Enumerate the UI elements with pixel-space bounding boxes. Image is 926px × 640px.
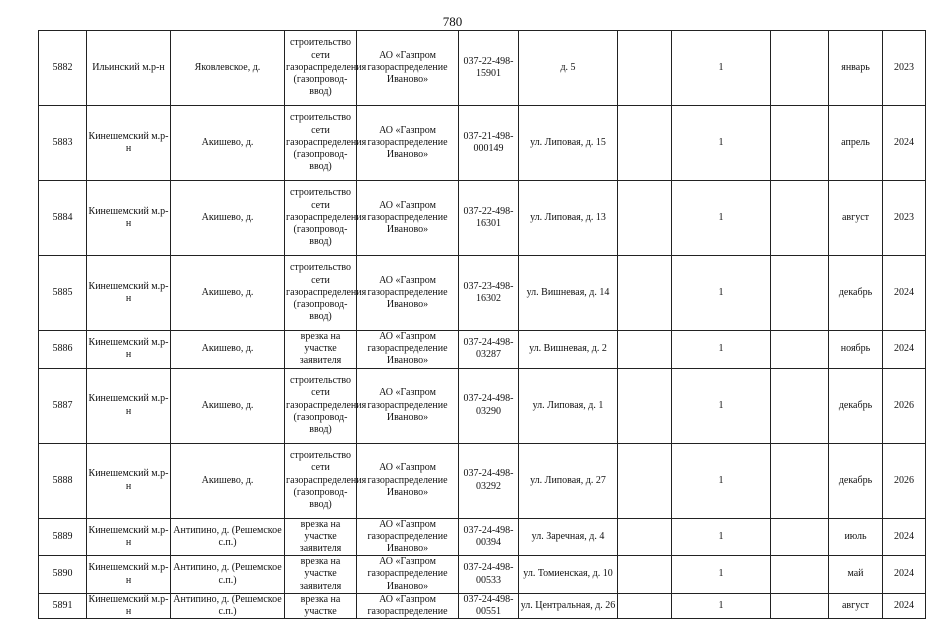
cell-code: 037-24-498-03292 [459, 443, 519, 518]
cell-month: декабрь [829, 368, 883, 443]
cell-work-type: строительство сети газораспределения (газопровод-ввод) [285, 181, 357, 256]
cell-operator: АО «Газпром газораспределение Иваново» [357, 331, 459, 369]
cell-id: 5891 [39, 593, 87, 618]
table-row [39, 368, 926, 443]
cell-empty [771, 106, 829, 181]
table-row [39, 556, 926, 594]
cell-operator: АО «Газпром газораспределение Иваново» [357, 556, 459, 594]
cell-empty [771, 556, 829, 594]
cell-count: 1 [672, 443, 771, 518]
cell-address: ул. Томиенская, д. 10 [519, 556, 618, 594]
cell-operator: АО «Газпром газораспределение Иваново» [357, 106, 459, 181]
cell-work-type: строительство сети газораспределения (газопровод-ввод) [285, 368, 357, 443]
cell-id: 5883 [39, 106, 87, 181]
cell-work-type: врезка на участке заявителя [285, 518, 357, 556]
cell-year: 2024 [883, 256, 926, 331]
cell-work-type: врезка на участке заявителя [285, 556, 357, 594]
cell-operator: АО «Газпром газораспределение Иваново» [357, 368, 459, 443]
cell-address: ул. Центральная, д. 26 [519, 593, 618, 618]
cell-settlement: Акишево, д. [171, 106, 285, 181]
cell-month: декабрь [829, 256, 883, 331]
cell-month: ноябрь [829, 331, 883, 369]
cell-code: 037-24-498-00394 [459, 518, 519, 556]
cell-empty [618, 256, 672, 331]
cell-operator: АО «Газпром газораспределение Иваново» [357, 181, 459, 256]
cell-district: Кинешемский м.р-н [87, 181, 171, 256]
cell-id: 5888 [39, 443, 87, 518]
cell-code: 037-22-498-16301 [459, 181, 519, 256]
cell-year: 2024 [883, 106, 926, 181]
cell-empty [771, 593, 829, 618]
cell-empty [618, 556, 672, 594]
cell-empty [771, 518, 829, 556]
cell-month: август [829, 593, 883, 618]
cell-empty [618, 331, 672, 369]
cell-year: 2026 [883, 368, 926, 443]
cell-month: август [829, 181, 883, 256]
cell-year: 2024 [883, 331, 926, 369]
cell-empty [771, 256, 829, 331]
cell-empty [771, 31, 829, 106]
cell-id: 5887 [39, 368, 87, 443]
cell-settlement: Антипино, д. (Решемское с.п.) [171, 593, 285, 618]
cell-year: 2023 [883, 31, 926, 106]
table-row [39, 181, 926, 256]
cell-address: ул. Липовая, д. 1 [519, 368, 618, 443]
cell-code: 037-24-498-03287 [459, 331, 519, 369]
cell-address: д. 5 [519, 31, 618, 106]
cell-id: 5885 [39, 256, 87, 331]
cell-count: 1 [672, 556, 771, 594]
cell-empty [618, 31, 672, 106]
cell-code: 037-24-498-00533 [459, 556, 519, 594]
cell-month: июль [829, 518, 883, 556]
cell-address: ул. Заречная, д. 4 [519, 518, 618, 556]
cell-empty [618, 443, 672, 518]
cell-operator: АО «Газпром газораспределение Иваново» [357, 256, 459, 331]
cell-address: ул. Липовая, д. 27 [519, 443, 618, 518]
cell-address: ул. Липовая, д. 15 [519, 106, 618, 181]
cell-address: ул. Липовая, д. 13 [519, 181, 618, 256]
cell-work-type: строительство сети газораспределения (газопровод-ввод) [285, 31, 357, 106]
cell-work-type: строительство сети газораспределения (газопровод-ввод) [285, 106, 357, 181]
cell-count: 1 [672, 593, 771, 618]
cell-count: 1 [672, 256, 771, 331]
cell-code: 037-21-498-000149 [459, 106, 519, 181]
cell-work-type: врезка на участке заявителя [285, 331, 357, 369]
cell-district: Кинешемский м.р-н [87, 368, 171, 443]
cell-id: 5882 [39, 31, 87, 106]
cell-empty [771, 331, 829, 369]
cell-district: Кинешемский м.р-н [87, 106, 171, 181]
cell-operator: АО «Газпром газораспределение Иваново» [357, 443, 459, 518]
cell-operator: АО «Газпром газораспределение Иваново» [357, 31, 459, 106]
cell-empty [618, 518, 672, 556]
cell-code: 037-22-498-15901 [459, 31, 519, 106]
cell-count: 1 [672, 106, 771, 181]
cell-address: ул. Вишневая, д. 2 [519, 331, 618, 369]
table-row [39, 31, 926, 106]
cell-empty [771, 443, 829, 518]
cell-settlement: Антипино, д. (Решемское с.п.) [171, 556, 285, 594]
cell-count: 1 [672, 181, 771, 256]
cell-district: Ильинский м.р-н [87, 31, 171, 106]
cell-settlement: Акишево, д. [171, 181, 285, 256]
cell-id: 5886 [39, 331, 87, 369]
cell-address: ул. Вишневая, д. 14 [519, 256, 618, 331]
table-row [39, 106, 926, 181]
cell-district: Кинешемский м.р-н [87, 593, 171, 618]
cell-id: 5884 [39, 181, 87, 256]
cell-id: 5890 [39, 556, 87, 594]
cell-month: май [829, 556, 883, 594]
cell-year: 2026 [883, 443, 926, 518]
cell-district: Кинешемский м.р-н [87, 256, 171, 331]
cell-count: 1 [672, 31, 771, 106]
cell-code: 037-23-498-16302 [459, 256, 519, 331]
cell-month: апрель [829, 106, 883, 181]
cell-year: 2024 [883, 556, 926, 594]
cell-empty [618, 181, 672, 256]
register-table [38, 30, 926, 619]
cell-year: 2024 [883, 518, 926, 556]
cell-code: 037-24-498-03290 [459, 368, 519, 443]
cell-empty [771, 368, 829, 443]
cell-work-type: врезка на участке [285, 593, 357, 618]
table-row [39, 443, 926, 518]
cell-district: Кинешемский м.р-н [87, 556, 171, 594]
cell-year: 2024 [883, 593, 926, 618]
cell-settlement: Акишево, д. [171, 368, 285, 443]
cell-work-type: строительство сети газораспределения (газопровод-ввод) [285, 256, 357, 331]
cell-month: декабрь [829, 443, 883, 518]
cell-settlement: Антипино, д. (Решемское с.п.) [171, 518, 285, 556]
cell-settlement: Акишево, д. [171, 256, 285, 331]
cell-empty [618, 106, 672, 181]
table-row [39, 518, 926, 556]
cell-empty [618, 593, 672, 618]
table-row [39, 331, 926, 369]
cell-count: 1 [672, 368, 771, 443]
table-row [39, 593, 926, 618]
cell-operator: АО «Газпром газораспределение [357, 593, 459, 618]
cell-count: 1 [672, 518, 771, 556]
cell-district: Кинешемский м.р-н [87, 331, 171, 369]
cell-work-type: строительство сети газораспределения (газопровод-ввод) [285, 443, 357, 518]
cell-count: 1 [672, 331, 771, 369]
cell-settlement: Акишево, д. [171, 331, 285, 369]
cell-operator: АО «Газпром газораспределение Иваново» [357, 518, 459, 556]
cell-year: 2023 [883, 181, 926, 256]
cell-district: Кинешемский м.р-н [87, 443, 171, 518]
table-row [39, 256, 926, 331]
cell-settlement: Яковлевское, д. [171, 31, 285, 106]
cell-district: Кинешемский м.р-н [87, 518, 171, 556]
cell-code: 037-24-498-00551 [459, 593, 519, 618]
cell-empty [771, 181, 829, 256]
page-number: 780 [442, 14, 463, 29]
cell-month: январь [829, 31, 883, 106]
cell-settlement: Акишево, д. [171, 443, 285, 518]
cell-id: 5889 [39, 518, 87, 556]
cell-empty [618, 368, 672, 443]
